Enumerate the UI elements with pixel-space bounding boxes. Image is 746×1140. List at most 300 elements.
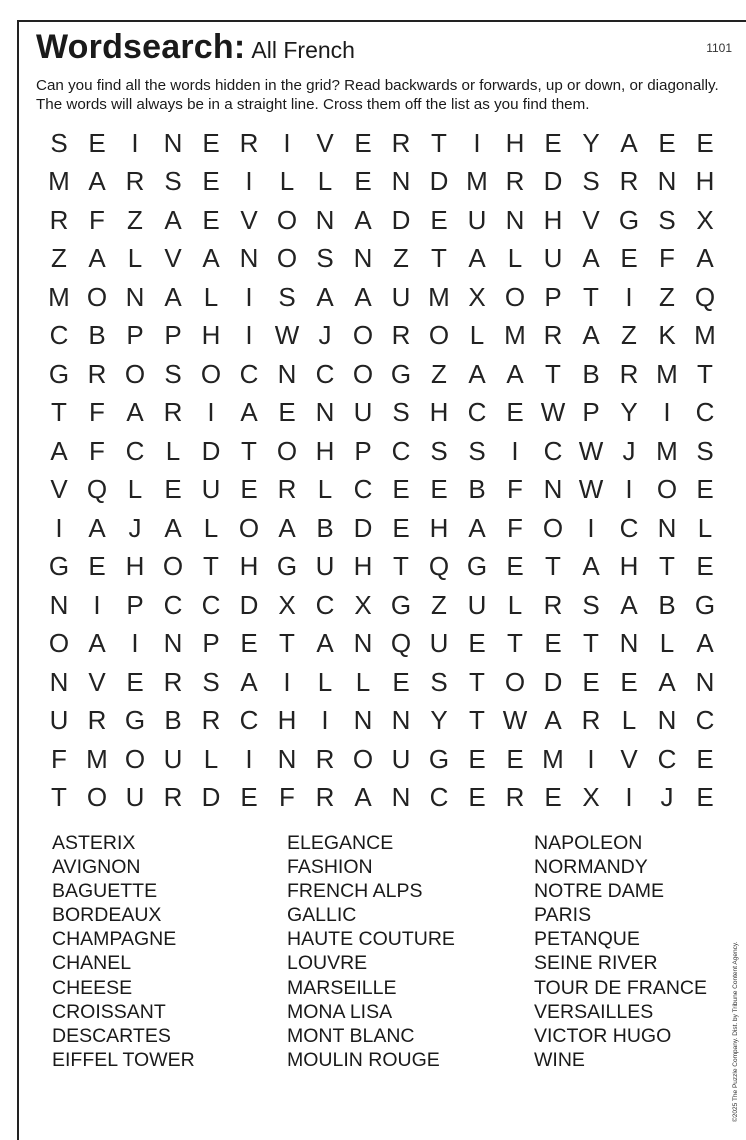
word-list-item[interactable]: PARIS [534, 904, 592, 927]
grid-cell[interactable]: L [469, 320, 485, 351]
grid-cell[interactable]: X [582, 782, 600, 813]
grid-cell[interactable]: E [354, 127, 372, 158]
word-list-item[interactable]: GALLIC [287, 904, 357, 927]
grid-cell[interactable]: U [391, 281, 411, 312]
grid-cell[interactable]: G [48, 358, 70, 389]
grid-cell[interactable]: B [658, 589, 676, 620]
grid-cell[interactable]: P [582, 397, 600, 428]
grid-cell[interactable]: A [620, 127, 638, 158]
grid-cell[interactable]: M [694, 320, 716, 351]
grid-cell[interactable]: O [48, 628, 70, 659]
grid-cell[interactable]: Q [428, 551, 450, 582]
grid-cell[interactable]: Z [431, 358, 447, 389]
grid-cell[interactable]: T [241, 435, 257, 466]
grid-cell[interactable]: X [696, 204, 714, 235]
grid-cell[interactable]: V [164, 243, 182, 274]
grid-cell[interactable]: B [468, 474, 486, 505]
word-list-item[interactable]: ASTERIX [52, 832, 136, 854]
grid-cell[interactable]: Y [582, 127, 600, 158]
grid-cell[interactable]: M [504, 320, 526, 351]
grid-cell[interactable]: S [164, 166, 182, 197]
grid-cell[interactable]: A [354, 281, 372, 312]
grid-cell[interactable]: A [88, 512, 106, 543]
grid-cell[interactable]: A [88, 628, 106, 659]
grid-cell[interactable]: L [165, 435, 181, 466]
grid-cell[interactable]: A [582, 551, 600, 582]
grid-cell[interactable]: R [49, 204, 69, 235]
grid-cell[interactable]: N [657, 512, 677, 543]
grid-cell[interactable]: T [583, 281, 599, 312]
grid-cell[interactable]: S [468, 435, 486, 466]
grid-cell[interactable]: I [663, 397, 671, 428]
word-list-item[interactable]: VERSAILLES [534, 1000, 654, 1023]
grid-cell[interactable]: E [240, 782, 258, 813]
grid-cell[interactable]: L [317, 474, 333, 505]
grid-cell[interactable]: B [316, 512, 334, 543]
grid-cell[interactable]: G [428, 743, 450, 774]
grid-cell[interactable]: G [276, 551, 298, 582]
grid-cell[interactable]: P [126, 320, 144, 351]
grid-cell[interactable]: X [278, 589, 296, 620]
word-list-item[interactable]: CHANEL [52, 952, 132, 975]
grid-cell[interactable]: U [391, 743, 411, 774]
grid-cell[interactable]: Z [659, 281, 675, 312]
grid-cell[interactable]: C [125, 435, 145, 466]
grid-cell[interactable]: A [658, 666, 676, 697]
grid-cell[interactable]: E [202, 204, 220, 235]
grid-cell[interactable]: I [321, 705, 329, 736]
grid-cell[interactable]: A [544, 705, 562, 736]
grid-cell[interactable]: E [278, 397, 296, 428]
grid-cell[interactable]: S [392, 397, 410, 428]
grid-cell[interactable]: C [163, 589, 183, 620]
grid-cell[interactable]: R [277, 474, 297, 505]
grid-cell[interactable]: C [467, 397, 487, 428]
grid-cell[interactable]: A [506, 358, 524, 389]
grid-cell[interactable]: C [353, 474, 373, 505]
grid-cell[interactable]: D [201, 782, 221, 813]
grid-cell[interactable]: C [315, 358, 335, 389]
grid-cell[interactable]: N [49, 589, 69, 620]
grid-cell[interactable]: N [391, 166, 411, 197]
grid-cell[interactable]: E [620, 243, 638, 274]
grid-cell[interactable]: R [125, 166, 145, 197]
grid-cell[interactable]: E [430, 204, 448, 235]
grid-cell[interactable]: R [87, 358, 107, 389]
grid-cell[interactable]: A [696, 628, 714, 659]
grid-cell[interactable]: V [88, 666, 106, 697]
grid-cell[interactable]: A [468, 512, 486, 543]
grid-cell[interactable]: R [201, 705, 221, 736]
grid-cell[interactable]: A [278, 512, 296, 543]
grid-cell[interactable]: R [505, 782, 525, 813]
grid-cell[interactable]: G [390, 589, 412, 620]
grid-cell[interactable]: A [468, 358, 486, 389]
grid-cell[interactable]: T [431, 243, 447, 274]
grid-cell[interactable]: L [203, 281, 219, 312]
grid-cell[interactable]: P [544, 281, 562, 312]
grid-cell[interactable]: I [587, 512, 595, 543]
grid-cell[interactable]: Z [51, 243, 67, 274]
grid-cell[interactable]: A [582, 243, 600, 274]
grid-cell[interactable]: I [131, 127, 139, 158]
grid-cell[interactable]: L [317, 666, 333, 697]
grid-cell[interactable]: F [89, 397, 105, 428]
grid-cell[interactable]: N [125, 281, 145, 312]
grid-cell[interactable]: K [658, 320, 676, 351]
grid-cell[interactable]: E [544, 782, 562, 813]
grid-cell[interactable]: V [240, 204, 258, 235]
grid-cell[interactable]: H [315, 435, 335, 466]
grid-cell[interactable]: M [428, 281, 450, 312]
grid-cell[interactable]: S [430, 435, 448, 466]
grid-cell[interactable]: O [656, 474, 678, 505]
grid-cell[interactable]: A [354, 782, 372, 813]
grid-cell[interactable]: T [507, 628, 523, 659]
grid-cell[interactable]: M [656, 435, 678, 466]
grid-cell[interactable]: J [128, 512, 142, 543]
grid-cell[interactable]: G [48, 551, 70, 582]
grid-cell[interactable]: T [51, 397, 67, 428]
grid-cell[interactable]: N [163, 127, 183, 158]
grid-cell[interactable]: R [543, 589, 563, 620]
grid-cell[interactable]: Z [621, 320, 637, 351]
grid-cell[interactable]: A [468, 243, 486, 274]
grid-cell[interactable]: A [126, 397, 144, 428]
word-list-item[interactable]: AVIGNON [52, 856, 141, 879]
word-list-item[interactable]: WINE [534, 1048, 585, 1071]
grid-cell[interactable]: I [55, 512, 63, 543]
grid-cell[interactable]: T [697, 358, 713, 389]
word-list-item[interactable]: NAPOLEON [534, 832, 643, 854]
grid-cell[interactable]: N [543, 474, 563, 505]
grid-cell[interactable]: N [695, 666, 715, 697]
grid-cell[interactable]: H [125, 551, 145, 582]
grid-cell[interactable]: H [543, 204, 563, 235]
grid-cell[interactable]: N [49, 666, 69, 697]
word-list-item[interactable]: MONA LISA [287, 1000, 393, 1023]
grid-cell[interactable]: P [126, 589, 144, 620]
grid-cell[interactable]: P [354, 435, 372, 466]
grid-cell[interactable]: S [316, 243, 334, 274]
grid-cell[interactable]: F [279, 782, 295, 813]
grid-cell[interactable]: R [391, 320, 411, 351]
grid-cell[interactable]: M [542, 743, 564, 774]
grid-cell[interactable]: L [507, 243, 523, 274]
grid-cell[interactable]: N [391, 782, 411, 813]
grid-cell[interactable]: A [316, 281, 334, 312]
grid-cell[interactable]: N [163, 628, 183, 659]
grid-cell[interactable]: R [163, 666, 183, 697]
grid-cell[interactable]: V [316, 127, 334, 158]
grid-cell[interactable]: E [126, 666, 144, 697]
grid-cell[interactable]: X [468, 281, 486, 312]
grid-cell[interactable]: H [239, 551, 259, 582]
word-list-item[interactable]: MARSEILLE [287, 976, 397, 999]
grid-cell[interactable]: E [202, 166, 220, 197]
grid-cell[interactable]: Y [430, 705, 448, 736]
word-list-item[interactable]: SEINE RIVER [534, 952, 658, 975]
grid-cell[interactable]: I [245, 281, 253, 312]
grid-cell[interactable]: E [240, 628, 258, 659]
grid-cell[interactable]: T [545, 358, 561, 389]
grid-cell[interactable]: E [164, 474, 182, 505]
grid-cell[interactable]: H [429, 397, 449, 428]
grid-cell[interactable]: C [429, 782, 449, 813]
grid-cell[interactable]: H [695, 166, 715, 197]
word-list-item[interactable]: HAUTE COUTURE [287, 928, 455, 951]
grid-cell[interactable]: R [315, 782, 335, 813]
grid-cell[interactable]: C [695, 397, 715, 428]
grid-cell[interactable]: O [86, 782, 108, 813]
grid-cell[interactable]: V [620, 743, 638, 774]
grid-cell[interactable]: E [620, 666, 638, 697]
grid-cell[interactable]: N [239, 243, 259, 274]
grid-cell[interactable]: T [583, 628, 599, 659]
word-list-item[interactable]: NOTRE DAME [534, 880, 665, 903]
grid-cell[interactable]: L [127, 243, 143, 274]
grid-cell[interactable]: D [353, 512, 373, 543]
grid-cell[interactable]: E [88, 551, 106, 582]
grid-cell[interactable]: N [353, 243, 373, 274]
grid-cell[interactable]: F [659, 243, 675, 274]
grid-cell[interactable]: G [618, 204, 640, 235]
grid-cell[interactable]: I [283, 666, 291, 697]
grid-cell[interactable]: B [164, 705, 182, 736]
grid-cell[interactable]: R [391, 127, 411, 158]
grid-cell[interactable]: A [164, 512, 182, 543]
grid-cell[interactable]: R [619, 358, 639, 389]
grid-cell[interactable]: R [619, 166, 639, 197]
grid-cell[interactable]: A [354, 204, 372, 235]
grid-cell[interactable]: Z [393, 243, 409, 274]
grid-cell[interactable]: O [352, 320, 374, 351]
grid-cell[interactable]: I [207, 397, 215, 428]
grid-cell[interactable]: A [240, 397, 258, 428]
grid-cell[interactable]: N [277, 743, 297, 774]
word-list-item[interactable]: CHAMPAGNE [52, 928, 177, 951]
grid-cell[interactable]: I [131, 628, 139, 659]
grid-cell[interactable]: Q [694, 281, 716, 312]
grid-cell[interactable]: N [657, 705, 677, 736]
grid-cell[interactable]: T [469, 666, 485, 697]
grid-cell[interactable]: S [658, 204, 676, 235]
grid-cell[interactable]: I [473, 127, 481, 158]
word-list-item[interactable]: DESCARTES [52, 1024, 171, 1047]
grid-cell[interactable]: A [316, 628, 334, 659]
grid-cell[interactable]: E [506, 397, 524, 428]
grid-cell[interactable]: W [274, 320, 300, 351]
grid-cell[interactable]: U [125, 782, 145, 813]
grid-cell[interactable]: W [540, 397, 566, 428]
grid-cell[interactable]: O [352, 358, 374, 389]
grid-cell[interactable]: N [315, 204, 335, 235]
grid-cell[interactable]: B [582, 358, 600, 389]
grid-cell[interactable]: G [466, 551, 488, 582]
grid-cell[interactable]: T [659, 551, 675, 582]
grid-cell[interactable]: N [619, 628, 639, 659]
grid-cell[interactable]: R [239, 127, 259, 158]
grid-cell[interactable]: J [622, 435, 636, 466]
grid-cell[interactable]: S [278, 281, 296, 312]
grid-cell[interactable]: R [163, 782, 183, 813]
grid-cell[interactable]: M [466, 166, 488, 197]
grid-cell[interactable]: U [467, 589, 487, 620]
grid-cell[interactable]: I [511, 435, 519, 466]
grid-cell[interactable]: L [355, 666, 371, 697]
grid-cell[interactable]: E [88, 127, 106, 158]
grid-cell[interactable]: R [87, 705, 107, 736]
grid-cell[interactable]: I [245, 166, 253, 197]
grid-cell[interactable]: I [625, 474, 633, 505]
grid-cell[interactable]: P [202, 628, 220, 659]
grid-cell[interactable]: N [277, 358, 297, 389]
grid-cell[interactable]: T [51, 782, 67, 813]
grid-cell[interactable]: N [505, 204, 525, 235]
grid-cell[interactable]: O [276, 204, 298, 235]
grid-cell[interactable]: N [315, 397, 335, 428]
grid-cell[interactable]: S [164, 358, 182, 389]
grid-cell[interactable]: C [201, 589, 221, 620]
grid-cell[interactable]: T [279, 628, 295, 659]
grid-cell[interactable]: A [696, 243, 714, 274]
grid-cell[interactable]: E [696, 127, 714, 158]
grid-cell[interactable]: J [318, 320, 332, 351]
grid-cell[interactable]: E [468, 628, 486, 659]
grid-cell[interactable]: C [315, 589, 335, 620]
grid-cell[interactable]: U [353, 397, 373, 428]
grid-cell[interactable]: E [696, 782, 714, 813]
grid-cell[interactable]: C [239, 705, 259, 736]
word-list-item[interactable]: LOUVRE [287, 952, 368, 975]
grid-cell[interactable]: Y [620, 397, 638, 428]
grid-cell[interactable]: O [276, 243, 298, 274]
word-list-item[interactable]: NORMANDY [534, 856, 648, 879]
grid-cell[interactable]: L [659, 628, 675, 659]
grid-cell[interactable]: Z [127, 204, 143, 235]
grid-cell[interactable]: W [578, 474, 604, 505]
grid-cell[interactable]: L [127, 474, 143, 505]
grid-cell[interactable]: P [164, 320, 182, 351]
grid-cell[interactable]: Q [86, 474, 108, 505]
grid-cell[interactable]: G [390, 358, 412, 389]
grid-cell[interactable]: C [619, 512, 639, 543]
grid-cell[interactable]: S [582, 589, 600, 620]
grid-cell[interactable]: G [124, 705, 146, 736]
grid-cell[interactable]: U [163, 743, 183, 774]
grid-cell[interactable]: B [88, 320, 106, 351]
grid-cell[interactable]: O [238, 512, 260, 543]
grid-cell[interactable]: C [695, 705, 715, 736]
grid-cell[interactable]: L [697, 512, 713, 543]
grid-cell[interactable]: I [245, 320, 253, 351]
grid-cell[interactable]: O [428, 320, 450, 351]
word-list-item[interactable]: BAGUETTE [52, 880, 158, 903]
grid-cell[interactable]: D [391, 204, 411, 235]
grid-cell[interactable]: E [506, 551, 524, 582]
grid-cell[interactable]: R [543, 320, 563, 351]
grid-cell[interactable]: L [279, 166, 295, 197]
grid-cell[interactable]: E [544, 628, 562, 659]
grid-cell[interactable]: C [657, 743, 677, 774]
grid-cell[interactable]: R [163, 397, 183, 428]
grid-cell[interactable]: M [48, 166, 70, 197]
grid-cell[interactable]: L [203, 743, 219, 774]
grid-cell[interactable]: A [164, 204, 182, 235]
grid-cell[interactable]: S [50, 127, 68, 158]
grid-cell[interactable]: O [352, 743, 374, 774]
grid-cell[interactable]: Q [390, 628, 412, 659]
grid-cell[interactable]: I [625, 782, 633, 813]
grid-cell[interactable]: A [240, 666, 258, 697]
grid-cell[interactable]: T [469, 705, 485, 736]
word-list-item[interactable]: TOUR DE FRANCE [534, 976, 707, 999]
word-list-item[interactable]: EIFFEL TOWER [52, 1048, 195, 1071]
grid-cell[interactable]: S [430, 666, 448, 697]
grid-cell[interactable]: M [86, 743, 108, 774]
grid-cell[interactable]: N [353, 628, 373, 659]
grid-cell[interactable]: L [621, 705, 637, 736]
grid-cell[interactable]: I [625, 281, 633, 312]
grid-cell[interactable]: T [203, 551, 219, 582]
grid-cell[interactable]: W [578, 435, 604, 466]
grid-cell[interactable]: I [283, 127, 291, 158]
grid-cell[interactable]: D [543, 666, 563, 697]
grid-cell[interactable]: R [315, 743, 335, 774]
grid-cell[interactable]: E [696, 551, 714, 582]
grid-cell[interactable]: L [507, 589, 523, 620]
grid-cell[interactable]: O [124, 743, 146, 774]
grid-cell[interactable]: R [505, 166, 525, 197]
grid-cell[interactable]: E [506, 743, 524, 774]
grid-cell[interactable]: E [544, 127, 562, 158]
grid-cell[interactable]: T [431, 127, 447, 158]
grid-cell[interactable]: H [277, 705, 297, 736]
grid-cell[interactable]: A [620, 589, 638, 620]
grid-cell[interactable]: V [582, 204, 600, 235]
grid-cell[interactable]: L [203, 512, 219, 543]
grid-cell[interactable]: E [392, 666, 410, 697]
grid-cell[interactable]: H [505, 127, 525, 158]
word-list-item[interactable]: MONT BLANC [287, 1024, 415, 1047]
grid-cell[interactable]: F [89, 435, 105, 466]
word-list-item[interactable]: FRENCH ALPS [287, 880, 423, 903]
grid-cell[interactable]: E [240, 474, 258, 505]
grid-cell[interactable]: J [660, 782, 674, 813]
grid-cell[interactable]: E [392, 512, 410, 543]
grid-cell[interactable]: S [582, 166, 600, 197]
grid-cell[interactable]: Z [431, 589, 447, 620]
grid-cell[interactable]: E [582, 666, 600, 697]
grid-cell[interactable]: E [392, 474, 410, 505]
grid-cell[interactable]: U [467, 204, 487, 235]
grid-cell[interactable]: E [468, 782, 486, 813]
grid-cell[interactable]: E [354, 166, 372, 197]
grid-cell[interactable]: F [89, 204, 105, 235]
grid-cell[interactable]: A [88, 243, 106, 274]
grid-cell[interactable]: O [276, 435, 298, 466]
grid-cell[interactable]: G [694, 589, 716, 620]
grid-cell[interactable]: U [543, 243, 563, 274]
grid-cell[interactable]: U [429, 628, 449, 659]
word-list-item[interactable]: MOULIN ROUGE [287, 1048, 440, 1071]
grid-cell[interactable]: O [542, 512, 564, 543]
word-list-item[interactable]: CROISSANT [52, 1000, 166, 1023]
word-list-item[interactable]: VICTOR HUGO [534, 1024, 672, 1047]
grid-cell[interactable]: E [468, 743, 486, 774]
grid-cell[interactable]: H [201, 320, 221, 351]
grid-cell[interactable]: D [429, 166, 449, 197]
